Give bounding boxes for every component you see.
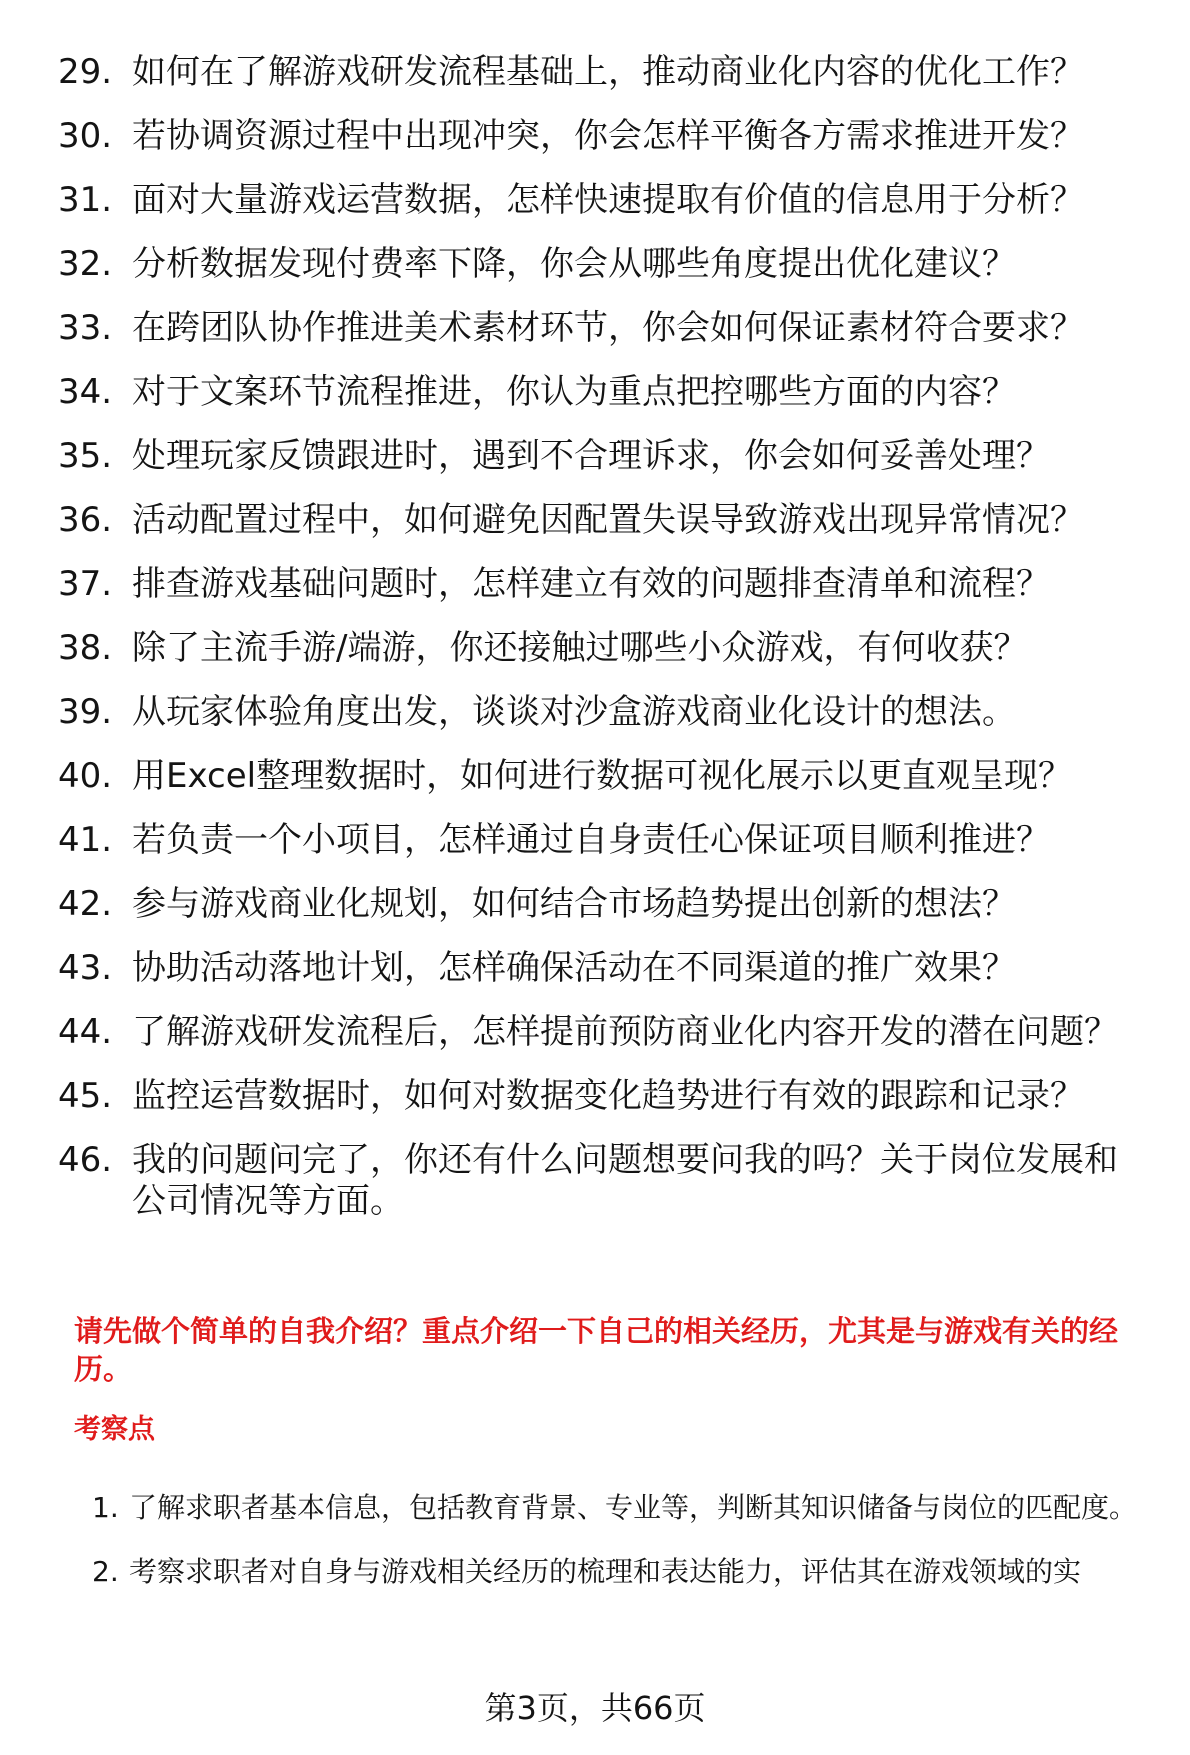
item-number: 40.: [58, 756, 113, 796]
item-text: 考察求职者对自身与游戏相关经历的梳理和表达能力，评估其在游戏领域的实: [129, 1555, 1082, 1588]
item-text: 参与游戏商业化规划，如何结合市场趋势提出创新的想法？: [132, 884, 1016, 924]
list-item: [92, 1542, 1156, 1602]
item-text: 若协调资源过程中出现冲突，你会怎样平衡各方需求推进开发？: [132, 116, 1084, 156]
item-number: 43.: [58, 948, 113, 988]
evaluation-points-list: [92, 1478, 1156, 1602]
item-number: 2.: [92, 1555, 119, 1588]
item-text: 若负责一个小项目，怎样通过自身责任心保证项目顺利推进？: [132, 820, 1050, 860]
item-number: 37.: [58, 564, 113, 604]
item-text: 面对大量游戏运营数据，怎样快速提取有价值的信息用于分析？: [132, 180, 1084, 220]
list-item: [58, 308, 1148, 349]
list-item: [58, 116, 1148, 157]
list-item: [58, 756, 1148, 797]
item-number: 34.: [58, 372, 113, 412]
item-text: 了解求职者基本信息，包括教育背景、专业等，判断其知识储备与岗位的匹配度。: [129, 1491, 1138, 1524]
item-text: 我的问题问完了，你还有什么问题想要问我的吗？关于岗位发展和公司情况等方面。: [132, 1140, 1118, 1221]
item-number: 39.: [58, 692, 113, 732]
item-number: 33.: [58, 308, 113, 348]
section-subheading: 考察点: [74, 1414, 155, 1445]
item-text: 用Excel整理数据时，如何进行数据可视化展示以更直观呈现？: [132, 756, 1073, 796]
list-item: [58, 628, 1148, 669]
item-text: 监控运营数据时，如何对数据变化趋势进行有效的跟踪和记录？: [132, 1076, 1084, 1116]
item-number: 36.: [58, 500, 113, 540]
question-list: [58, 52, 1148, 1245]
item-number: 29.: [58, 52, 113, 92]
list-item: [58, 372, 1148, 413]
list-item: [58, 884, 1148, 925]
item-number: 31.: [58, 180, 113, 220]
list-item: [58, 1140, 1148, 1222]
item-number: 41.: [58, 820, 113, 860]
section-question-heading: 请先做个简单的自我介绍？重点介绍一下自己的相关经历，尤其是与游戏有关的经历。: [74, 1314, 1119, 1386]
list-item: [58, 436, 1148, 477]
list-item: [58, 948, 1148, 989]
item-text: 如何在了解游戏研发流程基础上，推动商业化内容的优化工作？: [132, 52, 1084, 92]
item-number: 42.: [58, 884, 113, 924]
list-item: [58, 564, 1148, 605]
list-item: [92, 1478, 1156, 1538]
item-number: 35.: [58, 436, 113, 476]
list-item: [58, 180, 1148, 221]
item-number: 38.: [58, 628, 113, 668]
item-text: 在跨团队协作推进美术素材环节，你会如何保证素材符合要求？: [132, 308, 1084, 348]
item-text: 协助活动落地计划，怎样确保活动在不同渠道的推广效果？: [132, 948, 1016, 988]
item-number: 45.: [58, 1076, 113, 1116]
list-item: [58, 1076, 1148, 1117]
item-text: 从玩家体验角度出发，谈谈对沙盒游戏商业化设计的想法。: [132, 692, 1016, 732]
item-number: 1.: [92, 1491, 119, 1524]
item-text: 处理玩家反馈跟进时，遇到不合理诉求，你会如何妥善处理？: [132, 436, 1050, 476]
item-number: 32.: [58, 244, 113, 284]
item-text: 了解游戏研发流程后，怎样提前预防商业化内容开发的潜在问题？: [132, 1012, 1118, 1052]
list-item: [58, 244, 1148, 285]
list-item: [58, 820, 1148, 861]
list-item: [58, 52, 1148, 93]
item-text: 排查游戏基础问题时，怎样建立有效的问题排查清单和流程？: [132, 564, 1050, 604]
item-number: 30.: [58, 116, 113, 156]
item-text: 对于文案环节流程推进，你认为重点把控哪些方面的内容？: [132, 372, 1016, 412]
list-item: [58, 692, 1148, 733]
list-item: [58, 1012, 1148, 1053]
item-text: 分析数据发现付费率下降，你会从哪些角度提出优化建议？: [132, 244, 1016, 284]
item-text: 活动配置过程中，如何避免因配置失误导致游戏出现异常情况？: [132, 500, 1084, 540]
item-number: 44.: [58, 1012, 113, 1052]
list-item: [58, 500, 1148, 541]
item-number: 46.: [58, 1140, 113, 1180]
item-text: 除了主流手游/端游，你还接触过哪些小众游戏，有何收获？: [132, 628, 1028, 668]
page-footer: 第3页，共66页: [484, 1689, 706, 1727]
